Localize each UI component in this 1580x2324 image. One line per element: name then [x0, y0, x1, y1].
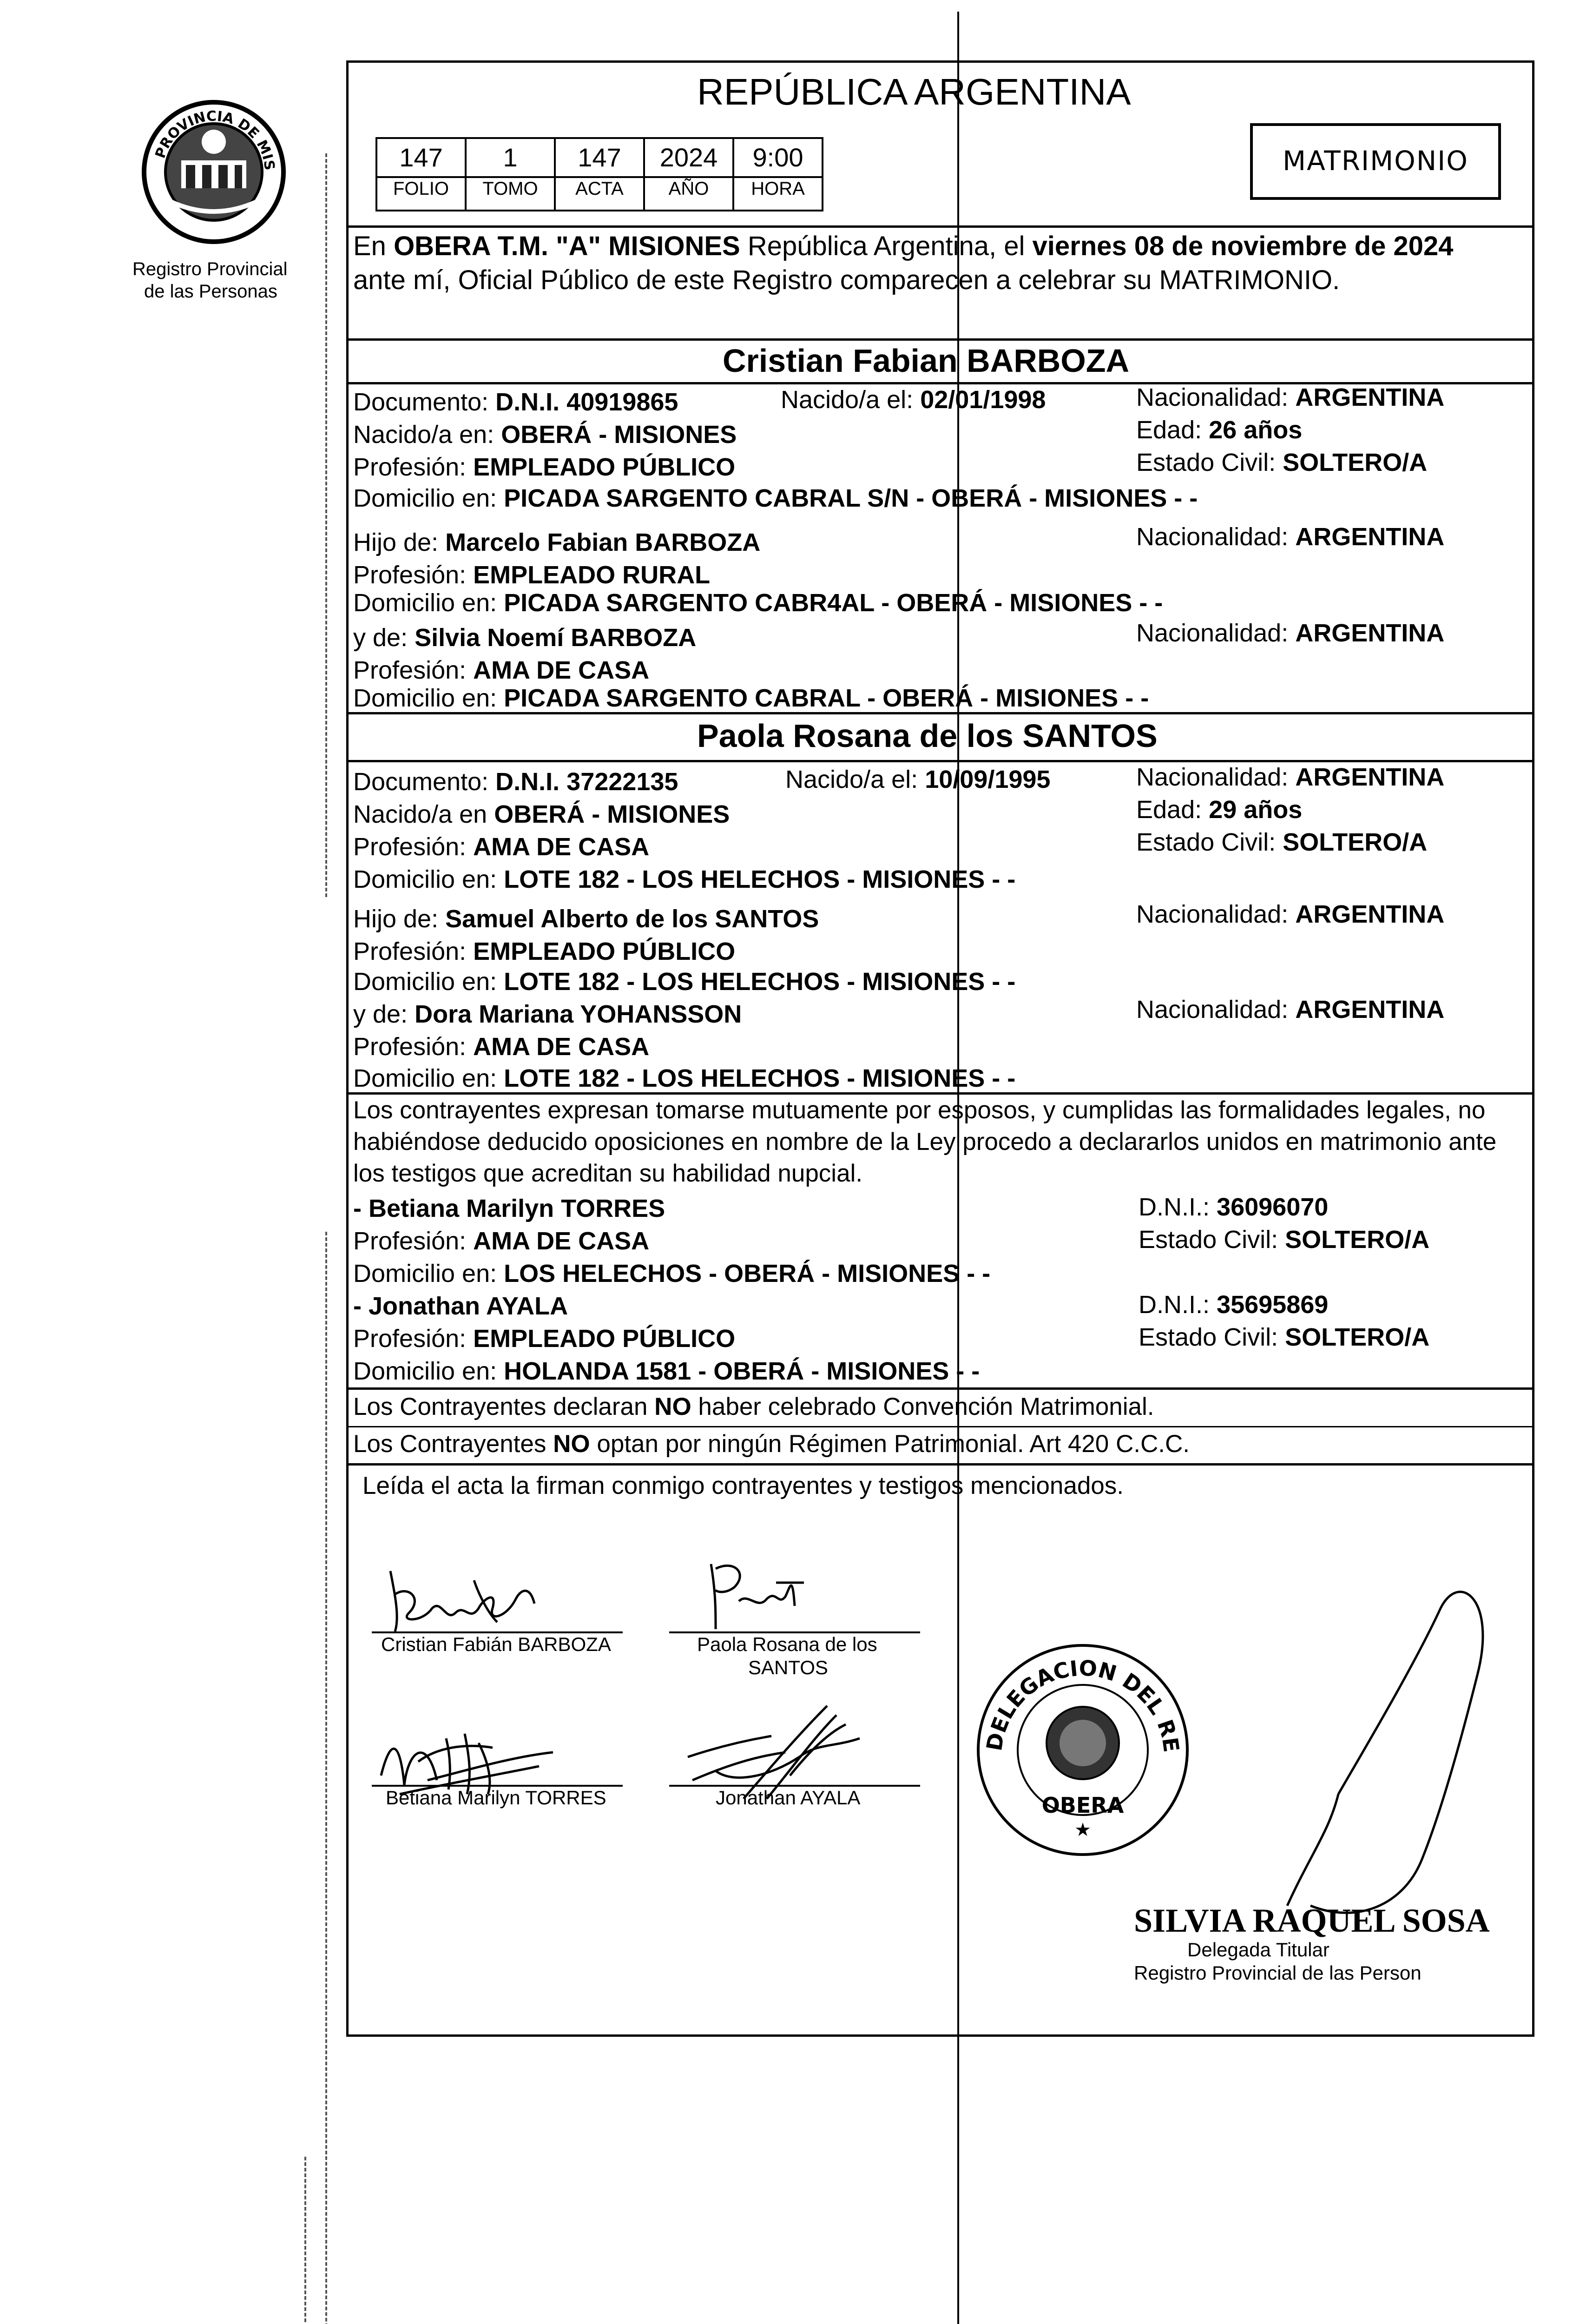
- bride-birthdate: Nacido/a el: 10/09/1995: [785, 766, 1051, 793]
- frame-bottom: [346, 2034, 1534, 2037]
- groom-mother-name: y de: Silvia Noemí BARBOZA: [353, 624, 697, 652]
- groom-father-nationality: Nacionalidad: ARGENTINA: [1136, 523, 1445, 551]
- bride-civil-status: Estado Civil: SOLTERO/A: [1136, 828, 1428, 856]
- intro-date: viernes 08 de noviembre de 2024: [1032, 231, 1454, 261]
- witness2-profession: Profesión: EMPLEADO PÚBLICO: [353, 1325, 736, 1353]
- official-seal: [974, 1641, 1192, 1859]
- witness1-profession: Profesión: AMA DE CASA: [353, 1227, 650, 1255]
- declaration-line-3: los testigos que acreditan su habilidad nupcial.: [353, 1160, 863, 1187]
- bride-nationality: Nacionalidad: ARGENTINA: [1136, 763, 1445, 791]
- section-rule: [346, 1426, 1534, 1427]
- official-office: Registro Provincial de las Person: [1134, 1962, 1422, 1984]
- province-logo: [137, 95, 290, 249]
- section-rule: [346, 1092, 1534, 1095]
- groom-profession: Profesión: EMPLEADO PÚBLICO: [353, 453, 736, 481]
- witness1-dni: D.N.I.: 36096070: [1139, 1193, 1329, 1221]
- groom-father-profession: Profesión: EMPLEADO RURAL: [353, 561, 711, 589]
- groom-father-name: Hijo de: Marcelo Fabian BARBOZA: [353, 528, 761, 556]
- groom-birthdate: Nacido/a el: 02/01/1998: [781, 386, 1046, 414]
- logo-caption-line1: Registro Provincial: [132, 259, 288, 279]
- section-rule: [346, 712, 1534, 714]
- witness2-signature-caption: Jonathan AYALA: [716, 1787, 861, 1809]
- frame-top: [346, 60, 1534, 63]
- groom-nationality: Nacionalidad: ARGENTINA: [1136, 383, 1445, 411]
- bride-birthplace: Nacido/a en OBERÁ - MISIONES: [353, 800, 730, 828]
- groom-father-address: Domicilio en: PICADA SARGENTO CABR4AL - OBERÁ - MISIONES - -: [353, 589, 1163, 617]
- bride-mother-address: Domicilio en: LOTE 182 - LOS HELECHOS - MISIONES - -: [353, 1064, 1016, 1092]
- bride-signature-caption-1: Paola Rosana de los: [697, 1633, 877, 1655]
- groom-birthplace: Nacido/a en: OBERÁ - MISIONES: [353, 421, 737, 449]
- witness2-address: Domicilio en: HOLANDA 1581 - OBERÁ - MISIONES - -: [353, 1357, 980, 1385]
- record-type-box: [1250, 123, 1501, 200]
- frame-left: [346, 60, 349, 2036]
- bride-father-profession: Profesión: EMPLEADO PÚBLICO: [353, 938, 736, 965]
- groom-address: Domicilio en: PICADA SARGENTO CABRAL S/N - OBERÁ - MISIONES - -: [353, 484, 1198, 512]
- anio-box: 2024 AÑO: [643, 137, 734, 211]
- official-name: SILVIA RAQUEL SOSA: [1134, 1902, 1490, 1939]
- groom-signature-caption: Cristian Fabián BARBOZA: [381, 1633, 611, 1655]
- witness2-dni: D.N.I.: 35695869: [1139, 1291, 1329, 1319]
- bride-signature-caption-2: SANTOS: [748, 1657, 828, 1678]
- record-type-label: MATRIMONIO: [1283, 145, 1468, 177]
- hora-box: 9:00 HORA: [732, 137, 823, 211]
- bride-document: Documento: D.N.I. 37222135: [353, 768, 678, 796]
- bride-signature: [697, 1555, 818, 1634]
- closing-statement: Leída el acta la firman conmigo contrayentes y testigos mencionados.: [362, 1472, 1124, 1499]
- seal-city: OBERA: [1041, 1793, 1124, 1818]
- groom-name: Cristian Fabian BARBOZA: [723, 343, 1130, 379]
- witness2-civil-status: Estado Civil: SOLTERO/A: [1139, 1323, 1430, 1351]
- groom-mother-profession: Profesión: AMA DE CASA: [353, 656, 650, 684]
- document-title: REPÚBLICA ARGENTINA: [697, 71, 1131, 112]
- witness1-signature-caption: Betiana Marilyn TORRES: [386, 1787, 606, 1809]
- margin-dash-line: [325, 153, 327, 897]
- bride-father-name: Hijo de: Samuel Alberto de los SANTOS: [353, 905, 819, 933]
- logo-caption-line2: de las Personas: [144, 281, 277, 302]
- section-rule: [346, 1463, 1534, 1466]
- witness2-name: - Jonathan AYALA: [353, 1292, 568, 1320]
- intro-line-2: ante mí, Oficial Público de este Registro comparecen a celebrar su MATRIMONIO.: [353, 265, 1340, 295]
- declaration-line-1: Los contrayentes expresan tomarse mutuamente por esposos, y cumplidas las formalidades legales, no: [353, 1096, 1486, 1124]
- logo-ring-text: PROVINCIA DE MIS: [152, 108, 278, 172]
- convention-line-2: Los Contrayentes NO optan por ningún Régimen Patrimonial. Art 420 C.C.C.: [353, 1430, 1190, 1458]
- witness1-name: - Betiana Marilyn TORRES: [353, 1195, 665, 1222]
- margin-dash-line: [325, 1232, 327, 2324]
- seal-ring-text: DELEGACION DEL RE: [981, 1655, 1185, 1754]
- bride-profession: Profesión: AMA DE CASA: [353, 833, 650, 861]
- bride-age: Edad: 29 años: [1136, 796, 1303, 824]
- groom-age: Edad: 26 años: [1136, 416, 1303, 444]
- bride-mother-nationality: Nacionalidad: ARGENTINA: [1136, 996, 1445, 1023]
- margin-dash-line: [304, 2157, 306, 2324]
- groom-mother-nationality: Nacionalidad: ARGENTINA: [1136, 619, 1445, 647]
- bride-mother-profession: Profesión: AMA DE CASA: [353, 1033, 650, 1061]
- section-rule: [346, 1387, 1534, 1390]
- witness1-civil-status: Estado Civil: SOLTERO/A: [1139, 1226, 1430, 1254]
- official-title: Delegada Titular: [1187, 1939, 1330, 1961]
- bride-name: Paola Rosana de los SANTOS: [697, 718, 1158, 754]
- svg-text:★: ★: [1074, 1820, 1091, 1840]
- intro-place: OBERA T.M. "A" MISIONES: [394, 231, 740, 261]
- bride-address: Domicilio en: LOTE 182 - LOS HELECHOS - MISIONES - -: [353, 865, 1016, 893]
- frame-right: [1532, 60, 1534, 2036]
- bride-father-nationality: Nacionalidad: ARGENTINA: [1136, 900, 1445, 928]
- bride-father-address: Domicilio en: LOTE 182 - LOS HELECHOS - MISIONES - -: [353, 968, 1016, 996]
- groom-civil-status: Estado Civil: SOLTERO/A: [1136, 449, 1428, 476]
- acta-box: 147 ACTA: [554, 137, 645, 211]
- groom-signature: [381, 1552, 548, 1641]
- folio-box: 147 FOLIO: [375, 137, 467, 211]
- intro-top-rule: [346, 225, 1534, 228]
- groom-document: Documento: D.N.I. 40919865: [353, 388, 678, 416]
- groom-mother-address: Domicilio en: PICADA SARGENTO CABRAL - OBERÁ - MISIONES - -: [353, 684, 1149, 712]
- witness1-address: Domicilio en: LOS HELECHOS - OBERÁ - MISIONES - -: [353, 1260, 991, 1287]
- convention-line-1: Los Contrayentes declaran NO haber celebrado Convención Matrimonial.: [353, 1393, 1154, 1420]
- tomo-box: 1 TOMO: [465, 137, 556, 211]
- intro-line-1: En OBERA T.M. "A" MISIONES República Argentina, el viernes 08 de noviembre de 2024: [353, 231, 1454, 261]
- bride-mother-name: y de: Dora Mariana YOHANSSON: [353, 1000, 742, 1028]
- declaration-line-2: habiéndose deducido oposiciones en nombre de la Ley procedo a declararlos unidos en matrimonio ante: [353, 1128, 1497, 1155]
